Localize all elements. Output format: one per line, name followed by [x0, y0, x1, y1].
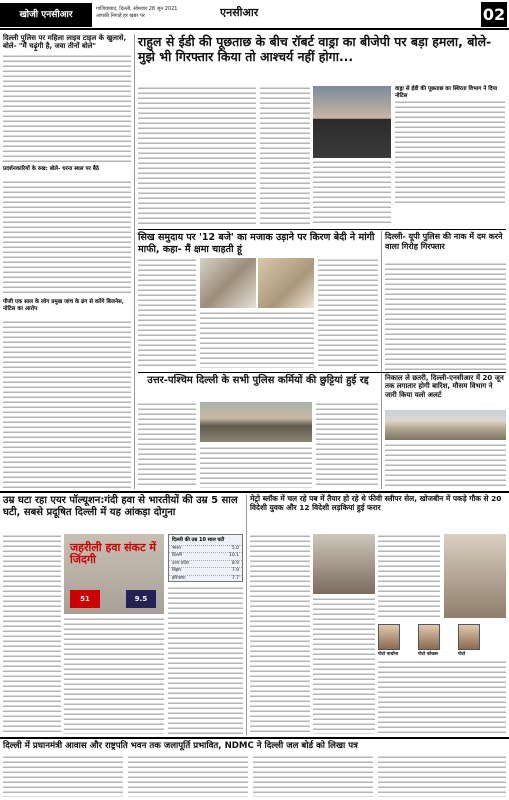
divider — [0, 737, 509, 739]
bottom-body-col-3 — [253, 755, 373, 797]
pollution-badge-1: 51 — [70, 590, 100, 608]
photo-caption: पोटो पार्थाना — [378, 652, 399, 657]
metro-body-col-1 — [250, 534, 310, 734]
bottom-body-col-4 — [378, 755, 506, 797]
masthead: खोजी एनसीआर — [0, 3, 92, 27]
dateline-tagline: आपकी निगाहें हर खबर पर — [96, 13, 145, 19]
dateline — [96, 6, 178, 20]
divider — [0, 491, 509, 493]
bottom-body-col-1 — [3, 755, 123, 797]
police-photo — [200, 402, 312, 442]
life-expectancy-box — [168, 534, 243, 582]
gang-body — [385, 262, 506, 370]
lead-sidebar-body — [395, 100, 505, 204]
metro-headline: मेट्रो ब्लॉक में चल रहे पब में तैयार हो रहे थे फीवी स्लीपर सेल, खोजबीन में पकड़े गौक से 20 विदेशी युवक और 12 विदेशी लड़कियां हुई फरार — [250, 494, 502, 512]
years-lost: 8.9 — [231, 560, 239, 566]
region: भारत — [172, 546, 181, 551]
left-body-2 — [3, 180, 131, 295]
years-lost: 10.1 — [228, 553, 239, 559]
gang-headline: दिल्ली- यूपी पुलिस की नाक में दम करने वाला गिरोह गिरफ्तार — [385, 232, 503, 251]
kiran-bedi-photo — [200, 258, 256, 308]
weather-body — [385, 443, 506, 488]
sikh-headline: सिख समुदाय पर '12 बजे' का मजाक उड़ाने पर किरण बेदी ने मांगी माफी, कहा- मैं क्षमा चाहती हूं — [138, 232, 375, 255]
police-headline: उत्तर-पश्चिम दिल्ली के सभी पुलिस कर्मियों की छुट्टियां हुई रद्द — [147, 375, 369, 386]
column-divider — [246, 495, 247, 735]
metro-body-col-3 — [378, 534, 440, 618]
pollution-badge-2: 9.5 — [126, 590, 156, 608]
sikh-body-col-2 — [200, 311, 314, 368]
dateline-date: गाजियाबाद, दिल्ली, सोमवार 28 जून 2021 — [96, 6, 178, 12]
page-header — [0, 0, 509, 30]
region: दिल्ली — [172, 553, 182, 559]
lead-body-col-3 — [313, 160, 391, 226]
pollution-body-col-2 — [64, 617, 164, 734]
vadra-photo — [313, 86, 391, 158]
sikh-community-photo — [258, 258, 314, 308]
region: बिहार — [172, 568, 182, 574]
column-divider — [134, 34, 135, 489]
police-body-col-1 — [138, 402, 196, 488]
photo-caption: पोटो फोकस — [418, 652, 438, 657]
weather-headline: निकाल ले छतरी, दिल्ली-एनसीआर में 20 जून तक लगातार होगी बारिश, मौसम विभाग ने जारी किया यलो अलर्ट — [385, 374, 504, 399]
pollution-headline: उम्र घटा रहा एयर पॉल्यूशन:गंदी हवा से भारतीयों की उम्र 5 साल घटी, सबसे प्रदूषित दिल्ली में यह आंकड़ा दोगुना — [3, 495, 238, 519]
infobox-row — [169, 575, 242, 582]
infobox-row — [169, 567, 242, 574]
pollution-graphic-title: जहरीली हवा संकट में जिंदगी — [70, 541, 156, 566]
divider — [138, 229, 506, 230]
left-subhead-1: प्रदर्शनकारियों के रुख: बोले- धरना स्थल पर बैठे — [3, 166, 100, 172]
column-divider — [381, 231, 382, 489]
accused-face — [418, 624, 440, 650]
years-lost: 5.0 — [231, 546, 239, 551]
sikh-body-col-3 — [318, 258, 378, 368]
india-gate-photo — [385, 410, 506, 440]
lead-body-col-2 — [260, 86, 310, 226]
years-lost: 7.9 — [231, 568, 239, 574]
region: उत्तर प्रदेश — [172, 560, 189, 566]
bottom-body-col-2 — [128, 755, 248, 797]
bottom-headline: दिल्ली में प्रधानमंत्री आवास और राष्ट्रपति भवन तक जलापूर्ति प्रभावित, NDMC ने दिल्ली जल बोर्ड को लिखा पत्र — [3, 741, 358, 751]
left-body-1 — [3, 54, 131, 164]
years-lost: 7.7 — [231, 575, 239, 581]
lead-body-col-1 — [138, 86, 256, 226]
page-number: 02 — [481, 2, 507, 27]
pollution-body-col-1 — [3, 534, 61, 734]
infobox-title: दिल्ली की उम्र 10 साल घटी — [172, 537, 225, 543]
left-subhead-2: पीजी एक साल के लोग प्रमुख जांच के ढंग से करेंगे बिजनेस, नोटिस का आरोप — [3, 299, 124, 312]
pollution-body-col-3 — [168, 586, 243, 734]
metro-body-col-4 — [378, 660, 506, 734]
metro-body-col-2 — [313, 597, 375, 734]
region: हरियाणा — [172, 575, 186, 581]
accused-face — [378, 624, 400, 650]
left-body-3 — [3, 320, 131, 488]
lead-headline: राहुल से ईडी की पूछताछ के बीच रॉबर्ट वाड्रा का बीजेपी पर बड़ा हमला, बोले- मुझे भी गिरफ्तार किया तो आश्चर्य नहीं होगा... — [138, 34, 492, 64]
lead-sidebar-title: वाड्रा से ईडी की पूछताछ का स्थिरता विभाग ने दिया नोटिस — [395, 86, 498, 99]
pollution-graphic — [64, 534, 164, 614]
photo-caption: पोटो — [458, 652, 466, 657]
infobox-row — [169, 552, 242, 559]
accused-photo — [444, 534, 506, 618]
police-body-col-2 — [200, 446, 312, 488]
sikh-body-col-1 — [138, 258, 196, 368]
metro-photo — [313, 534, 375, 594]
accused-face — [458, 624, 480, 650]
divider — [138, 372, 506, 373]
police-body-col-3 — [316, 402, 378, 488]
infobox-row — [169, 545, 242, 552]
left-headline: दिल्ली पुलिस पर महिला लाइव टाइल के खुलासे, बोले- "मैं चढ़ूंगी है, जवा तीनों बोले" — [3, 34, 127, 51]
section-title: एनसीआर — [220, 6, 259, 19]
infobox-row — [169, 560, 242, 567]
